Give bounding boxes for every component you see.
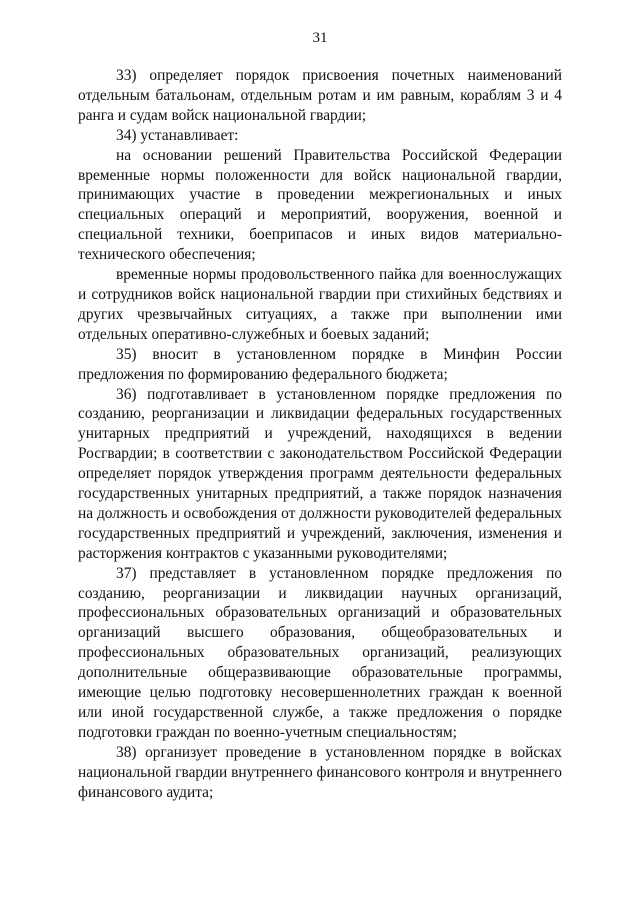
paragraph-37: 37) представляет в установленном порядке предложения по созданию, реорганизации и ликвидации научных организаций, профессиональных образовательных организаций и образовательных организаций высшего образования, общеобразовательных и профессиональных образовательных организаций, реализующих дополнительные общеразвивающие образовательные программы, имеющие целью подготовку несовершеннолетних граждан к военной или иной государственной службе, а также предложения о порядке подготовки граждан по военно-учетным специальностям; (78, 564, 562, 741)
paragraph-34-item-1: на основании решений Правительства Российской Федерации временные нормы положенности для войск национальной гвардии, принимающих участие в проведении межрегиональных и иных специальных операций и мероприятий, вооружения, военной и специальной техники, боеприпасов и иных видов материально-технического обеспечения; (78, 146, 562, 264)
paragraph-34-item-2: временные нормы продовольственного пайка для военнослужащих и сотрудников войск национальной гвардии при стихийных бедствиях и других чрезвычайных ситуациях, а также при выполнении ими отдельных оперативно-служебных и боевых заданий; (78, 266, 562, 343)
document-body (78, 66, 562, 803)
paragraph-36: 36) подготавливает в установленном порядке предложения по созданию, реорганизации и ликвидации федеральных государственных унитарных предприятий и учреждений, находящихся в ведении Росгвардии; в соответствии с законодательством Российской Федерации определяет порядок утверждения программ деятельности федеральных государственных унитарных предприятий, а также порядок назначения на должность и освобождения от должности руководителей федеральных государственных предприятий и учреждений, заключения, изменения и расторжения контрактов с указанными руководителями; (78, 385, 562, 562)
paragraph-34-heading: 34) устанавливает: (116, 126, 239, 144)
page-number: 31 (312, 30, 328, 46)
paragraph-38: 38) организует проведение в установленном порядке в войсках национальной гвардии внутреннего финансового контроля и внутреннего финансового аудита; (78, 743, 562, 801)
paragraph-33: 33) определяет порядок присвоения почетных наименований отдельным батальонам, отдельным ротам и им равным, кораблям 3 и 4 ранга и судам войск национальной гвардии; (78, 67, 562, 124)
paragraph-35: 35) вносит в установленном порядке в Минфин России предложения по формированию федерального бюджета; (78, 345, 562, 383)
